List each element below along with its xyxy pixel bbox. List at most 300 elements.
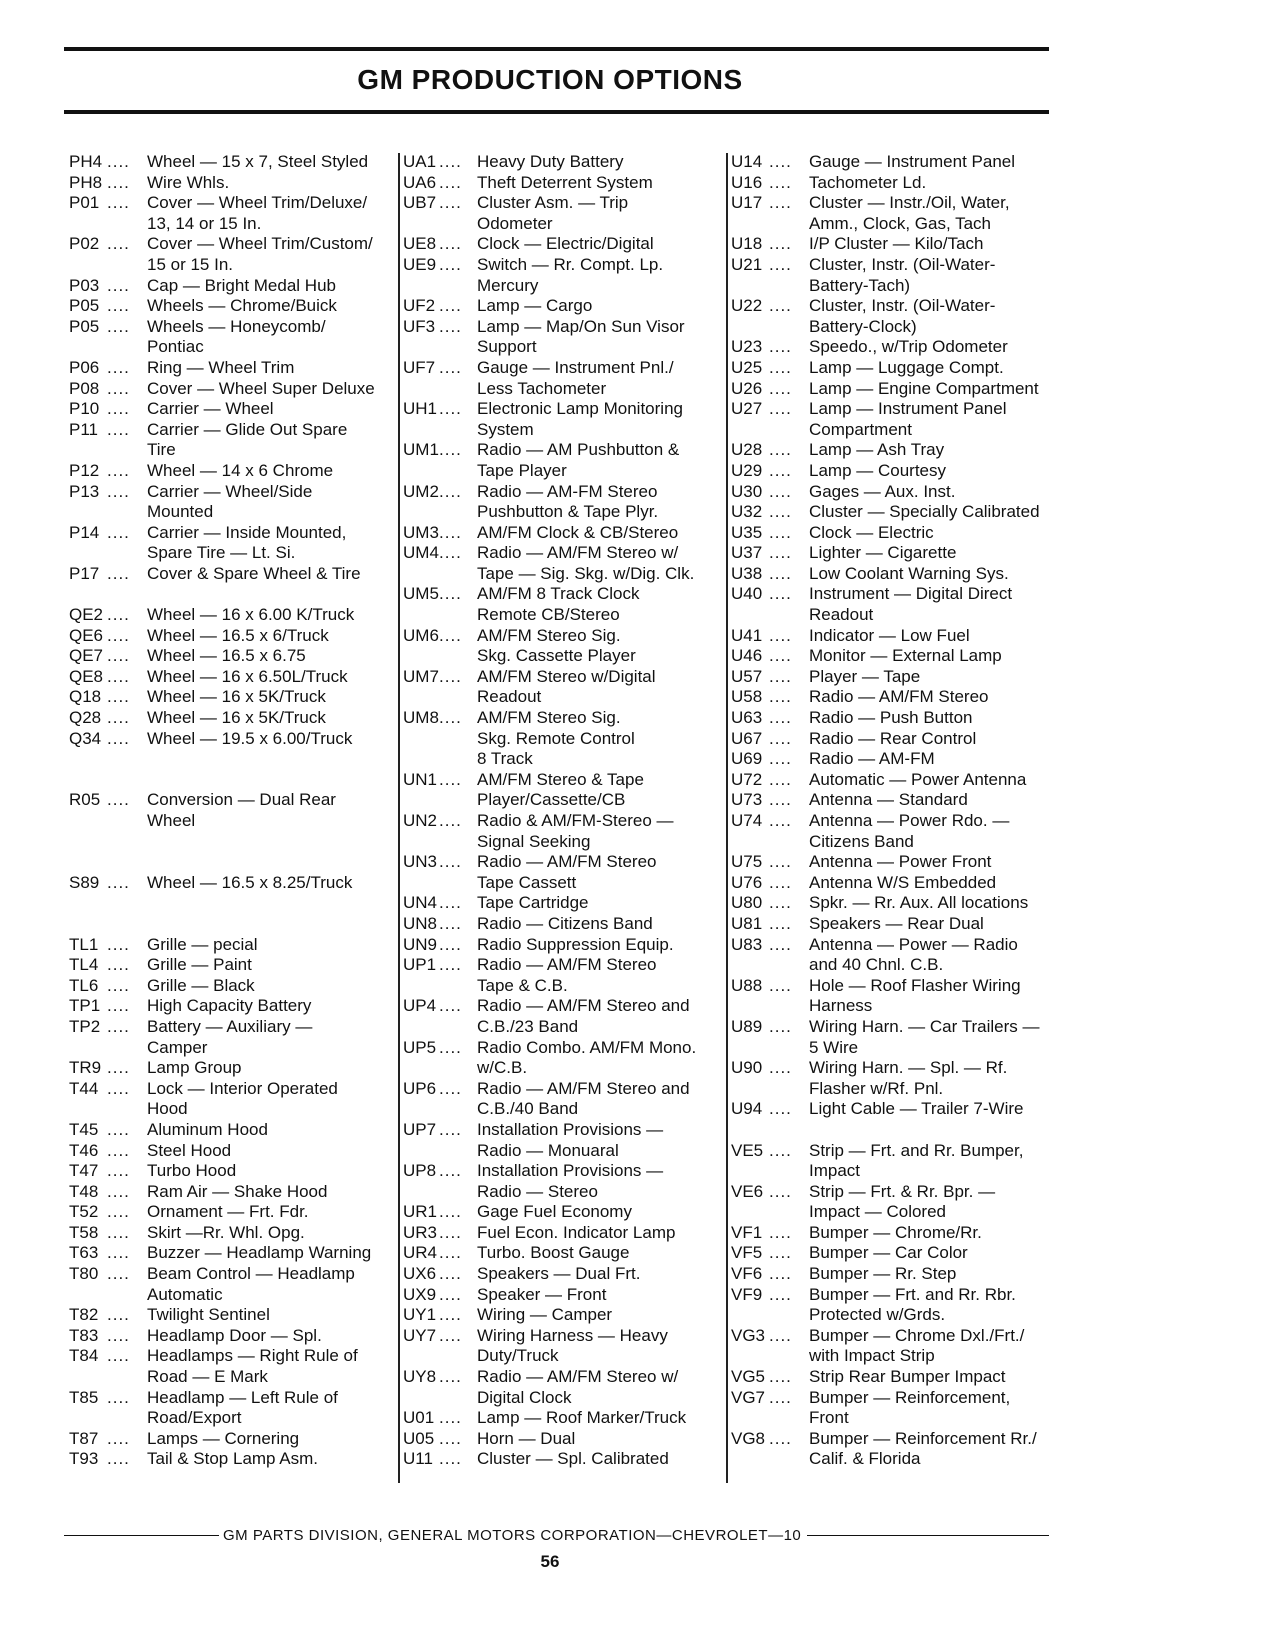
option-code: S89: [69, 872, 100, 892]
option-description: Installation Provisions — Radio — Stereo: [477, 1161, 664, 1201]
option-description: Wheel — 16 x 6.00 K/Truck: [147, 605, 355, 625]
leader-dots: ....: [107, 708, 130, 728]
leader-dots: ....: [439, 440, 462, 460]
option-description: Cover & Spare Wheel & Tire: [147, 563, 361, 583]
option-entry: [403, 482, 723, 523]
option-entry: [403, 770, 723, 811]
option-description: Lamp — Map/On Sun Visor Support: [477, 316, 685, 357]
leader-dots: ....: [107, 1119, 130, 1139]
option-entry: [403, 1079, 723, 1120]
option-description: Player — Tape: [809, 666, 921, 686]
leader-dots: ....: [439, 357, 462, 377]
option-description: Cluster — Spl. Calibrated: [477, 1449, 669, 1469]
option-description: Wheel — 16 x 5K/Truck: [147, 687, 326, 707]
option-code: TP1: [69, 996, 101, 1016]
option-entry: [69, 626, 399, 647]
option-entry: [69, 420, 399, 461]
option-code: VF6: [731, 1264, 763, 1284]
option-description: Carrier — Inside Mounted, Spare Tire — Lt. Si.: [147, 522, 347, 563]
leader-dots: ....: [107, 1058, 130, 1078]
leader-dots: ....: [107, 687, 130, 707]
option-description: Lighter — Cigarette: [809, 543, 957, 563]
option-code: UY8: [403, 1367, 437, 1387]
option-description: Wheel — 16.5 x 8.25/Truck: [147, 872, 353, 892]
option-code: P17: [69, 563, 100, 583]
option-code: VG8: [731, 1428, 766, 1448]
option-description: Ornament — Frt. Fdr.: [147, 1202, 309, 1222]
option-description: Speedo., w/Trip Odometer: [809, 337, 1008, 357]
option-entry: [731, 482, 1061, 503]
option-description: Electronic Lamp Monitoring System: [477, 399, 683, 439]
option-entry: [69, 605, 399, 626]
option-code: U26: [731, 378, 763, 398]
option-code: P11: [69, 419, 98, 439]
leader-dots: ....: [769, 790, 792, 810]
leader-dots: ....: [439, 811, 462, 830]
leader-dots: ....: [439, 193, 462, 213]
option-entry: [69, 955, 399, 976]
leader-dots: ....: [769, 357, 792, 377]
leader-dots: ....: [439, 955, 462, 975]
option-code: U05: [403, 1428, 435, 1448]
option-entry: [69, 564, 399, 585]
leader-dots: ....: [107, 1161, 130, 1181]
option-entry: [69, 1243, 399, 1264]
leader-dots: ....: [769, 687, 792, 707]
option-entry: [403, 1408, 723, 1429]
option-description: Lamp — Instrument Panel Compartment: [809, 399, 1007, 439]
option-code: UY1: [403, 1305, 437, 1325]
option-entry: [731, 1099, 1061, 1120]
option-code: UM5: [403, 584, 439, 604]
option-entry: [69, 399, 399, 420]
leader-dots: ....: [769, 1284, 792, 1304]
leader-dots: ....: [439, 584, 462, 604]
leader-dots: ....: [769, 1387, 792, 1407]
option-description: Light Cable — Trailer 7-Wire: [809, 1099, 1024, 1119]
option-entry: [69, 1326, 399, 1347]
option-code: U17: [731, 193, 763, 213]
option-description: Lamp — Ash Tray: [809, 440, 945, 460]
leader-dots: ....: [107, 193, 130, 213]
option-description: Cover — Wheel Trim/Custom/ 15 or 15 In.: [147, 234, 373, 274]
option-description: Bumper — Chrome Dxl./Frt./ with Impact Strip: [809, 1325, 1025, 1366]
leader-dots: ....: [769, 152, 792, 171]
leader-dots: ....: [107, 481, 130, 501]
leader-dots: ....: [439, 1037, 462, 1057]
option-code: T84: [69, 1346, 99, 1366]
option-description: Wiring Harn. — Car Trailers — 5 Wire: [809, 1016, 1040, 1057]
option-description: Wheel — 16.5 x 6/Truck: [147, 625, 329, 645]
leader-dots: ....: [769, 975, 792, 995]
option-code: UR4: [403, 1243, 438, 1263]
leader-dots: ....: [769, 1367, 792, 1387]
leader-dots: ....: [439, 1284, 462, 1304]
option-entry: [731, 770, 1061, 791]
leader-dots: ....: [769, 563, 792, 583]
option-code: U74: [731, 811, 763, 830]
spacer: [69, 584, 399, 605]
spacer: [69, 832, 399, 853]
leader-dots: ....: [439, 234, 462, 254]
option-description: Cluster Asm. — Trip Odometer: [477, 193, 629, 233]
option-entry: [403, 399, 723, 440]
option-entry: [69, 1388, 399, 1429]
option-code: UN3: [403, 852, 438, 872]
option-entry: [731, 646, 1061, 667]
option-description: Bumper — Reinforcement Rr./ Calif. & Florida: [809, 1428, 1037, 1469]
leader-dots: ....: [107, 1078, 130, 1098]
option-description: Cover — Wheel Trim/Deluxe/ 13, 14 or 15 In.: [147, 193, 368, 233]
option-code: UF2: [403, 296, 436, 316]
option-description: Radio & AM/FM-Stereo — Signal Seeking: [477, 811, 674, 851]
option-code: P08: [69, 378, 100, 398]
option-code: UP7: [403, 1119, 437, 1139]
option-description: Bumper — Frt. and Rr. Rbr. Protected w/Grds.: [809, 1284, 1016, 1325]
option-entry: [69, 873, 399, 894]
leader-dots: ....: [439, 852, 462, 872]
leader-dots: ....: [107, 646, 130, 666]
leader-dots: ....: [439, 254, 462, 274]
option-entry: [69, 358, 399, 379]
option-code: T85: [69, 1387, 99, 1407]
option-entry: [403, 584, 723, 625]
option-entry: [731, 234, 1061, 255]
option-description: Turbo Hood: [147, 1161, 237, 1181]
option-entry: [403, 1243, 723, 1264]
option-code: UE9: [403, 254, 437, 274]
leader-dots: ....: [769, 646, 792, 666]
option-entry: [731, 873, 1061, 894]
option-entry: [403, 1223, 723, 1244]
option-description: Automatic — Power Antenna: [809, 769, 1027, 789]
leader-dots: ....: [769, 625, 792, 645]
option-entry: [731, 1017, 1061, 1058]
leader-dots: ....: [439, 1078, 462, 1098]
option-entry: [69, 687, 399, 708]
leader-dots: ....: [107, 1387, 130, 1407]
leader-dots: ....: [107, 1264, 130, 1284]
leader-dots: ....: [439, 1367, 462, 1387]
leader-dots: ....: [439, 1325, 462, 1345]
option-code: P05: [69, 296, 100, 316]
leader-dots: ....: [107, 563, 130, 583]
option-code: P02: [69, 234, 100, 254]
column-divider: [398, 153, 400, 1483]
option-entry: [731, 440, 1061, 461]
option-description: Radio — AM-FM Stereo Pushbutton & Tape Plyr.: [477, 481, 659, 522]
option-description: Conversion — Dual Rear Wheel: [147, 790, 336, 830]
option-entry: [69, 234, 399, 275]
option-code: U38: [731, 563, 763, 583]
option-code: PH8: [69, 172, 103, 192]
page-number: 56: [540, 1552, 560, 1571]
leader-dots: ....: [769, 893, 792, 913]
option-entry: [69, 317, 399, 358]
option-code: UY7: [403, 1325, 437, 1345]
option-entry: [69, 790, 399, 831]
option-entry: [731, 729, 1061, 750]
option-description: Antenna — Standard: [809, 790, 968, 810]
option-entry: [731, 687, 1061, 708]
leader-dots: ....: [107, 399, 130, 419]
option-code: U22: [731, 296, 763, 316]
option-description: Twilight Sentinel: [147, 1305, 270, 1325]
option-entry: [731, 337, 1061, 358]
option-entry: [403, 708, 723, 770]
option-entry: [403, 1161, 723, 1202]
option-code: U18: [731, 234, 763, 254]
option-entry: [69, 1223, 399, 1244]
options-column-1: [69, 152, 399, 1470]
option-code: P06: [69, 357, 100, 377]
option-description: Clock — Electric: [809, 522, 934, 542]
leader-dots: ....: [439, 769, 462, 789]
option-code: TL4: [69, 955, 99, 975]
leader-dots: ....: [439, 1119, 462, 1139]
leader-dots: ....: [107, 790, 130, 810]
leader-dots: ....: [769, 1140, 792, 1160]
option-description: Monitor — External Lamp: [809, 646, 1002, 666]
option-entry: [731, 626, 1061, 647]
option-description: AM/FM Stereo w/Digital Readout: [477, 666, 656, 707]
leader-dots: ....: [439, 708, 462, 728]
option-description: AM/FM Stereo Sig. Skg. Cassette Player: [477, 625, 636, 666]
option-description: Radio — AM/FM Stereo Tape & C.B.: [477, 955, 657, 995]
leader-dots: ....: [769, 1016, 792, 1036]
option-code: U29: [731, 460, 763, 480]
option-code: Q28: [69, 708, 102, 728]
option-code: UF7: [403, 357, 436, 377]
option-code: UX9: [403, 1284, 437, 1304]
option-description: High Capacity Battery: [147, 996, 312, 1016]
leader-dots: ....: [769, 934, 792, 954]
option-entry: [403, 193, 723, 234]
option-code: UR1: [403, 1202, 438, 1222]
option-description: Cluster, Instr. (Oil-Water- Battery-Clock): [809, 296, 996, 336]
option-description: Speaker — Front: [477, 1284, 607, 1304]
option-entry: [403, 152, 723, 173]
leader-dots: ....: [107, 522, 130, 542]
option-code: VE6: [731, 1181, 764, 1201]
option-description: Lamp — Courtesy: [809, 460, 946, 480]
option-code: UM8: [403, 708, 439, 728]
option-entry: [731, 1326, 1061, 1367]
option-code: U57: [731, 666, 763, 686]
leader-dots: ....: [769, 872, 792, 892]
option-code: UP1: [403, 955, 437, 975]
option-code: QE7: [69, 646, 104, 666]
option-code: U28: [731, 440, 763, 460]
leader-dots: ....: [769, 193, 792, 213]
option-entry: [69, 1058, 399, 1079]
leader-dots: ....: [107, 1243, 130, 1263]
leader-dots: ....: [107, 419, 130, 439]
leader-dots: ....: [107, 1325, 130, 1345]
option-description: Low Coolant Warning Sys.: [809, 563, 1009, 583]
footer-rule-left: [64, 1535, 219, 1537]
column-divider: [726, 153, 728, 1483]
option-description: Wheels — Chrome/Buick: [147, 296, 337, 316]
option-description: Wiring Harn. — Spl. — Rf. Flasher w/Rf. Pnl.: [809, 1058, 1008, 1098]
option-code: U14: [731, 152, 763, 171]
option-code: U81: [731, 913, 763, 933]
option-description: Horn — Dual: [477, 1428, 576, 1448]
option-code: VG7: [731, 1387, 766, 1407]
option-code: U80: [731, 893, 763, 913]
option-code: U46: [731, 646, 763, 666]
option-description: Bumper — Chrome/Rr.: [809, 1222, 982, 1242]
option-description: Theft Deterrent System: [477, 172, 653, 192]
leader-dots: ....: [107, 275, 130, 295]
leader-dots: ....: [769, 1058, 792, 1078]
option-code: Q18: [69, 687, 102, 707]
option-entry: [69, 1141, 399, 1162]
leader-dots: ....: [439, 1202, 462, 1222]
option-entry: [731, 502, 1061, 523]
option-description: Bumper — Reinforcement, Front: [809, 1387, 1011, 1428]
option-description: Cover — Wheel Super Deluxe: [147, 378, 375, 398]
option-code: UM3: [403, 522, 439, 542]
option-description: Skirt —Rr. Whl. Opg.: [147, 1222, 305, 1242]
option-code: UP8: [403, 1161, 437, 1181]
option-code: T82: [69, 1305, 99, 1325]
option-entry: [69, 173, 399, 194]
option-description: Ring — Wheel Trim: [147, 357, 295, 377]
leader-dots: ....: [107, 1016, 130, 1036]
leader-dots: ....: [439, 1305, 462, 1325]
option-description: Strip — Frt. and Rr. Bumper, Impact: [809, 1140, 1024, 1181]
option-description: AM/FM Clock & CB/Stereo: [477, 522, 679, 542]
option-entry: [403, 1264, 723, 1285]
leader-dots: ....: [107, 1346, 130, 1366]
option-entry: [731, 1388, 1061, 1429]
option-description: Wheel — 14 x 6 Chrome: [147, 460, 334, 480]
option-code: VG5: [731, 1367, 766, 1387]
option-description: Strip — Frt. & Rr. Bpr. — Impact — Colored: [809, 1181, 996, 1222]
option-code: T63: [69, 1243, 99, 1263]
option-code: U01: [403, 1408, 435, 1428]
option-description: Steel Hood: [147, 1140, 232, 1160]
option-entry: [403, 523, 723, 544]
option-description: Radio — Push Button: [809, 708, 973, 728]
leader-dots: ....: [107, 1181, 130, 1201]
spacer: [731, 1120, 1061, 1141]
option-entry: [69, 276, 399, 297]
option-entry: [403, 626, 723, 667]
option-description: Antenna — Power Rdo. — Citizens Band: [809, 811, 1010, 851]
option-code: UX6: [403, 1264, 437, 1284]
option-description: Gauge — Instrument Pnl./ Less Tachometer: [477, 357, 674, 398]
option-entry: [731, 1429, 1061, 1470]
option-entry: [69, 1017, 399, 1058]
option-code: T45: [69, 1119, 99, 1139]
option-description: Radio Combo. AM/FM Mono. w/C.B.: [477, 1037, 697, 1078]
option-entry: [403, 811, 723, 852]
option-entry: [731, 1141, 1061, 1182]
option-description: Radio — AM-FM: [809, 749, 935, 769]
leader-dots: ....: [107, 934, 130, 954]
option-entry: [731, 173, 1061, 194]
option-description: Radio — AM/FM Stereo Tape Cassett: [477, 852, 657, 892]
option-description: Spkr. — Rr. Aux. All locations: [809, 893, 1029, 913]
option-entry: [731, 193, 1061, 234]
option-entry: [403, 234, 723, 255]
option-description: Cap — Bright Medal Hub: [147, 275, 336, 295]
option-code: U32: [731, 502, 763, 522]
option-code: U40: [731, 584, 763, 604]
option-entry: [403, 1285, 723, 1306]
option-entry: [69, 1305, 399, 1326]
leader-dots: ....: [769, 1243, 792, 1263]
option-code: QE8: [69, 666, 104, 686]
option-description: Heavy Duty Battery: [477, 152, 624, 171]
leader-dots: ....: [107, 357, 130, 377]
option-entry: [403, 358, 723, 399]
option-code: U37: [731, 543, 763, 563]
option-description: Grille — pecial: [147, 934, 258, 954]
leader-dots: ....: [769, 584, 792, 604]
option-code: QE2: [69, 605, 104, 625]
option-description: Wiring — Camper: [477, 1305, 613, 1325]
option-code: P13: [69, 481, 100, 501]
option-entry: [731, 667, 1061, 688]
spacer: [69, 914, 399, 935]
option-description: Wire Whls.: [147, 172, 230, 192]
option-code: T58: [69, 1222, 99, 1242]
option-entry: [69, 482, 399, 523]
option-code: UH1: [403, 399, 438, 419]
option-description: Radio — AM Pushbutton & Tape Player: [477, 440, 680, 480]
leader-dots: ....: [769, 708, 792, 728]
option-code: VF9: [731, 1284, 763, 1304]
leader-dots: ....: [107, 975, 130, 995]
option-code: UP5: [403, 1037, 437, 1057]
option-description: Radio — AM/FM Stereo w/ Digital Clock: [477, 1367, 679, 1407]
option-entry: [403, 1305, 723, 1326]
option-code: U63: [731, 708, 763, 728]
option-entry: [731, 1367, 1061, 1388]
option-description: Lamp — Cargo: [477, 296, 593, 316]
option-description: Carrier — Glide Out Spare Tire: [147, 419, 348, 460]
leader-dots: ....: [769, 378, 792, 398]
option-code: UN4: [403, 893, 438, 913]
option-code: UR3: [403, 1222, 438, 1242]
option-code: T87: [69, 1428, 99, 1448]
option-code: U94: [731, 1099, 763, 1119]
option-code: U76: [731, 872, 763, 892]
option-entry: [69, 379, 399, 400]
option-code: UP6: [403, 1078, 437, 1098]
option-entry: [403, 440, 723, 481]
option-entry: [731, 893, 1061, 914]
option-code: UM4: [403, 543, 439, 563]
leader-dots: ....: [439, 1243, 462, 1263]
option-code: U72: [731, 769, 763, 789]
footer: [64, 1527, 1049, 1544]
leader-dots: ....: [769, 399, 792, 419]
leader-dots: ....: [107, 605, 130, 625]
option-entry: [731, 914, 1061, 935]
option-entry: [731, 1264, 1061, 1285]
option-description: Bumper — Rr. Step: [809, 1264, 957, 1284]
leader-dots: ....: [107, 1449, 130, 1469]
leader-dots: ....: [769, 852, 792, 872]
option-code: U35: [731, 522, 763, 542]
option-code: P14: [69, 522, 100, 542]
option-description: Antenna — Power — Radio and 40 Chnl. C.B.: [809, 934, 1018, 975]
leader-dots: ....: [107, 378, 130, 398]
